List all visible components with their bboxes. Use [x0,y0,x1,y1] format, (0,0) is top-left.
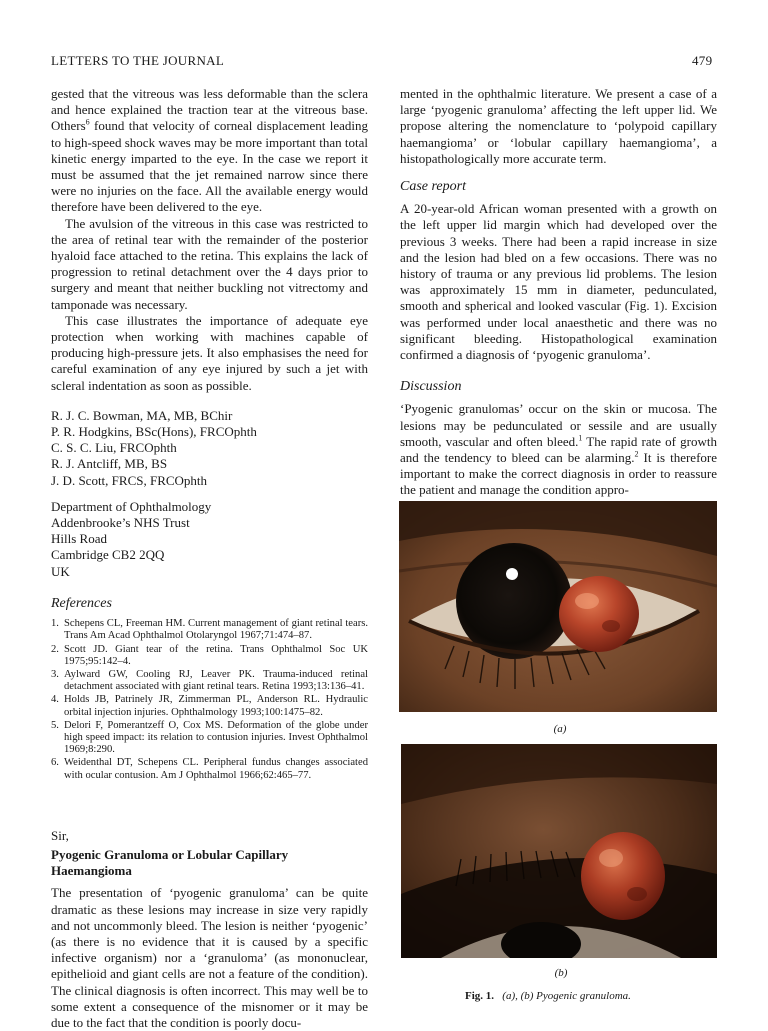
author-list [51,408,368,489]
author: J. D. Scott, FRCS, FRCOphth [51,472,208,488]
letter-paragraph-1: The presentation of ‘pyogenic granuloma’ can be quite dramatic as these lesions may increase in size very rapidly and not uncommonly bleed. The lesion is neither ‘pyogenic’ (as there is no evidence that it is caused by a specific infective organism) nor a ‘granuloma’ (as mononuclear, epithelioid and giant cells are not a feature of the condition). The clinical diagnosis is often incorrect. This may well be to some extent a consequence of the misnomer or it may be due to the fact that the condition is poorly docu- [51,885,368,1030]
page-number: 479 [692,53,713,68]
author: R. J. C. Bowman, MA, MB, BChir [51,407,233,423]
figure-caption-text: (a), (b) Pyogenic granuloma. [502,990,631,1002]
figure-caption-label: Fig. 1. [465,990,495,1002]
letter-title: Pyogenic Granuloma or Lobular Capillary Haemangioma [51,846,289,879]
address-line: Hills Road [51,531,107,547]
left-paragraph-3: This case illustrates the importance of adequate eye protection when working with machines capable of producing high-pressure jets. It also emphasises the need for careful examination of any eye injured by such a jet with scleral indentation as soon as possible. [51,312,368,393]
case-report-text: A 20-year-old African woman presented with a growth on the left upper lid margin which had developed over the previous 3 weeks. There had been a rapid increase in size and the lesion had bled on a few occasions. There was no history of trauma or any previous lid problems. The lesion was approximately 15 mm in diameter, pedunculated, smooth and spherical and looked vascular (Fig. 1). Excision was performed under local anaesthetic and there was no significant bleeding. Histopathological examination confirmed a diagnosis of ‘pyogenic granuloma’. [400,201,717,363]
address-line: Department of Ophthalmology [51,498,212,514]
case-report-heading: Case report [400,179,466,195]
address-line: Addenbrooke’s NHS Trust [51,515,190,531]
discussion-heading: Discussion [400,379,462,395]
reference-item: 3. Aylward GW, Cooling RJ, Leaver PK. Trauma-induced retinal detachment associated with giant retinal tears. Retina 1993;13:136–41. [51,668,368,693]
right-paragraph-1: mented in the ophthalmic literature. We present a case of a large ‘pyogenic granuloma’ affecting the left upper lid. We propose altering the nomenclature to ‘polypoid capillary haemangioma’ or ‘lobular capillary haemangioma’, a histopathologically more accurate term. [400,86,717,166]
reference-item: 2. Scott JD. Giant tear of the retina. Trans Ophthalmol Soc UK 1975;95:142–4. [51,643,368,667]
salutation: Sir, [51,827,69,843]
discussion-text: ‘Pyogenic granulomas’ occur on the skin or mucosa. The lesions may be pedunculated or sessile and are usually smooth, vascular and often bleed.$^1$ The rapid rate of growth and the tendency to bleed can be alarming.$^2$ It is therefore important to make the correct diagnosis in order to reassure the patient and manage the condition appro- [400,401,717,498]
address-line: UK [51,563,70,579]
left-paragraph-2: The avulsion of the vitreous in this case was restricted to the area of retinal tear with the remainder of the posterior hyaloid face attached to the retina. This explains the lack of progression to retinal detachment over the 4 days prior to surgery and meant that neither buckling not vitrectomy and tamponade was necessary. [51,215,368,312]
author: C. S. C. Liu, FRCOphth [51,440,177,456]
figure-label-b: (b) [554,967,568,979]
references-heading: References [51,595,112,611]
left-paragraph-1: gested that the vitreous was less deformable than the sclera and hence explained the traction tear at the vitreous base. Others$^6$ found that velocity of corneal displacement leading to high-speed shock waves may be more important than total kinetic energy imparted to the eye. In the case we report it must be assumed that the jet remained narrow since there were no injuries on the face. All the available energy would therefore have been delivered to the eye. [51,86,368,215]
left-column [51,86,368,1031]
figure-label-a: (a) [553,723,567,735]
reference-item: 5. Delori F, Pomerantzeff O, Cox MS. Deformation of the globe under high speed impact: its relation to contusion injuries. Invest Ophthalmol 1969;8:290. [51,719,368,756]
reference-list [51,618,368,782]
reference-item: 4. Holds JB, Patrinely JR, Zimmerman PL, Anderson RL. Hydraulic orbital injection injuries. Ophthalmology 1993;100:1475–82. [51,694,368,718]
running-title: LETTERS TO THE JOURNAL [51,53,225,68]
address-block [51,499,368,580]
author: R. J. Antcliff, MB, BS [51,456,168,472]
reference-item: 6. Weidenthal DT, Schepens CL. Peripheral fundus changes associated with ocular contusion. Am J Ophthalmol 1966;62:465–77. [51,757,368,781]
address-line: Cambridge CB2 2QQ [51,547,165,563]
figure-photo-a [399,501,717,712]
reference-item: 1. Schepens CL, Freeman HM. Current management of giant retinal tears. Trans Am Acad Ophthalmol Otolaryngol 1967;71:474–87. [51,618,368,642]
figure-photo-b [401,744,717,958]
author: P. R. Hodgkins, BSc(Hons), FRCOphth [51,424,257,440]
right-column [400,86,717,499]
figure-caption [465,990,725,1002]
